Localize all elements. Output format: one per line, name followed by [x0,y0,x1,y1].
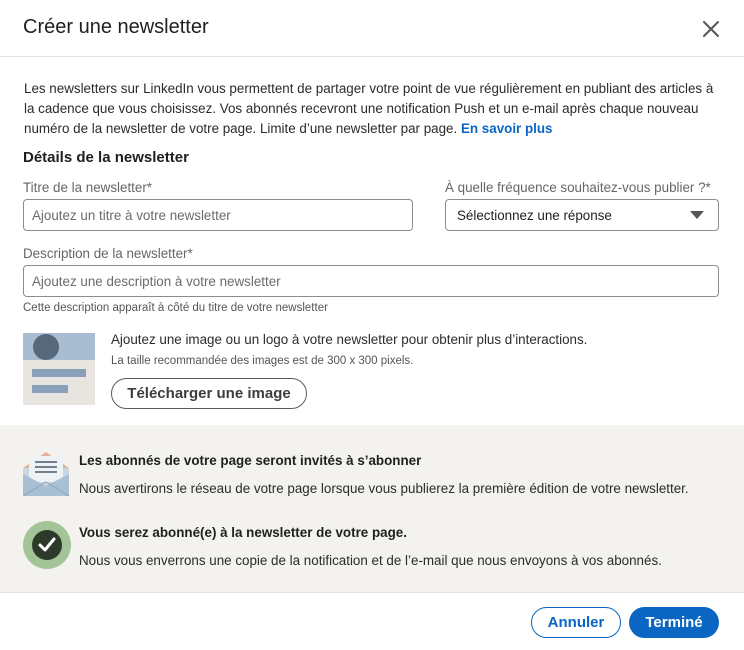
frequency-label: À quelle fréquence souhaitez-vous publier ?* [445,180,711,195]
info-title-1: Les abonnés de votre page seront invités à s’abonner [79,453,422,468]
checkmark-circle-icon [23,521,71,569]
newsletter-description-label: Description de la newsletter* [23,246,193,261]
image-heading: Ajoutez une image ou un logo à votre newsletter pour obtenir plus d’interactions. [111,332,588,347]
image-placeholder-icon [23,333,95,405]
cancel-button[interactable]: Annuler [531,607,621,638]
newsletter-description-input[interactable] [23,265,719,297]
info-title-2: Vous serez abonné(e) à la newsletter de votre page. [79,525,407,540]
details-section-title: Détails de la newsletter [23,149,189,166]
close-button[interactable] [698,16,724,42]
info-description-1: Nous avertirons le réseau de votre page lorsque vous publierez la première édition de votre newsletter. [79,481,689,496]
info-description-2: Nous vous enverrons une copie de la notification et de l’e-mail que nous envoyons à vos abonnés. [79,553,662,568]
description-hint: Cette description apparaît à côté du titre de votre newsletter [23,302,328,314]
upload-image-button[interactable]: Télécharger une image [111,378,307,409]
image-size-recommendation: La taille recommandée des images est de 300 x 300 pixels. [111,355,414,367]
caret-down-icon [690,211,704,220]
newsletter-title-input[interactable] [23,199,413,231]
frequency-select[interactable] [445,199,719,231]
dialog-header [0,0,744,57]
close-icon [698,16,724,42]
intro-paragraph [24,79,724,139]
dialog-title: Créer une newsletter [23,16,209,38]
newsletter-title-label: Titre de la newsletter* [23,180,153,195]
done-button[interactable]: Terminé [629,607,719,638]
learn-more-link[interactable]: En savoir plus [460,121,553,136]
envelope-icon [23,448,71,496]
intro-text: Les newsletters sur LinkedIn vous permettent de partager votre point de vue régulièrement en publiant des articles à la cadence que vous choisissez. Vos abonnés recevront une notification Push et un e-mail après chaque nouveau numéro de la newsletter de votre page. Limite d’une newsletter par page. [24,81,714,136]
image-placeholder-thumbnail [23,333,95,405]
info-panel [0,425,744,593]
frequency-selected-value: Sélectionnez une réponse [457,208,612,223]
